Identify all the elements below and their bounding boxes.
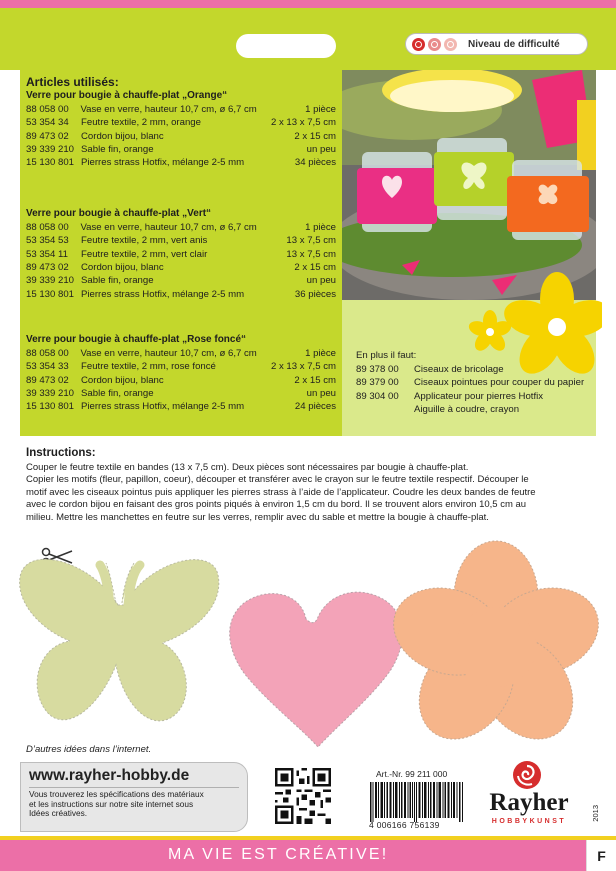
difficulty-label: Niveau de difficulté	[468, 38, 560, 50]
rose-logo-icon	[512, 760, 542, 790]
website-text-line: et les instructions sur notre site internet sous	[29, 798, 194, 809]
list-item: 89 304 00 Applicateur pour pierres Hotfix	[356, 390, 544, 402]
blank-label-box	[236, 34, 336, 58]
list-item: 88 058 00 Vase en verre, hauteur 10,7 cm, ø 6,7 cm 1 pièce	[26, 104, 336, 116]
cutout-templates	[0, 535, 616, 765]
rayher-logo	[474, 760, 584, 836]
list-item: 88 058 00 Vase en verre, hauteur 10,7 cm, ø 6,7 cm 1 pièce	[26, 348, 336, 360]
difficulty-badge	[405, 33, 588, 55]
website-text-line: Idées créatives.	[29, 808, 88, 819]
list-item: 39 339 210 Sable fin, orange un peu	[26, 144, 336, 156]
instructions-section	[26, 447, 596, 524]
product-photo	[342, 70, 596, 300]
website-link[interactable]: www.rayher-hobby.de	[29, 767, 239, 788]
brand-name: Rayher	[489, 789, 569, 816]
list-item: 15 130 801 Pierres strass Hotfix, mélange 2-5 mm 36 pièces	[26, 288, 336, 300]
instructions-line: milieu. Mettre les manchettes en feutre sur les verres, remplir avec du sable et mettre la bougie à chauffe-plat.	[26, 511, 489, 523]
instructions-line: motif avec les ciseaux pointus puis appliquer les pierres strass à l’aide de l’applicateur. Coudre les deux bandes de feutre	[26, 486, 536, 498]
barcode-number: 4 006166 756139	[369, 820, 440, 830]
list-item: Aiguille à coudre, crayon	[414, 404, 520, 416]
butterfly-template	[20, 559, 219, 721]
qr-code-icon	[275, 768, 331, 824]
list-item: 89 473 02 Cordon bijou, blanc 2 x 15 cm	[26, 262, 336, 274]
list-item: 53 354 34 Feutre textile, 2 mm, orange 2 x 13 x 7,5 cm	[26, 117, 336, 129]
extra-title: En plus il faut:	[356, 350, 417, 361]
language-code: F	[586, 840, 616, 871]
list-item: 89 473 02 Cordon bijou, blanc 2 x 15 cm	[26, 374, 336, 386]
list-item: 39 339 210 Sable fin, orange un peu	[26, 275, 336, 287]
articles-section	[26, 75, 336, 169]
motto-text: MA VIE EST CRÉATIVE!	[168, 846, 389, 863]
list-item: 89 378 00 Ciseaux de bricolage	[356, 364, 504, 376]
list-item: 53 354 11 Feutre textile, 2 mm, vert clair 13 x 7,5 cm	[26, 248, 336, 260]
list-item: 53 354 53 Feutre textile, 2 mm, vert anis 13 x 7,5 cm	[26, 235, 336, 247]
instructions-line: Couper le feutre textile en bandes (13 x 7,5 cm). Deux pièces sont nécessaires par bougie à chauffe-plat.	[26, 462, 469, 473]
list-item: 15 130 801 Pierres strass Hotfix, mélange 2-5 mm 24 pièces	[26, 401, 336, 413]
group-rose-section	[26, 334, 336, 413]
group-title-rose: Verre pour bougie à chauffe-plat „Rose foncé“	[26, 334, 247, 345]
group-title-orange: Verre pour bougie à chauffe-plat „Orange“	[26, 90, 228, 101]
website-text-line: Vous trouverez les spécifications des matériaux	[29, 789, 204, 799]
instructions-line: avec le cordon bijou en faisant des gros points piqués à environ 1,5 cm du bord. Il se trouvent alors environ 10,5 cm au	[26, 499, 527, 511]
difficulty-rose-icon	[412, 38, 425, 51]
list-item: 89 473 02 Cordon bijou, blanc 2 x 15 cm	[26, 130, 336, 142]
list-item: 15 130 801 Pierres strass Hotfix, mélange 2-5 mm 34 pièces	[26, 157, 336, 169]
instructions-line: Copier les motifs (fleur, papillon, coeur), découper et transférer avec le crayon sur le feutre textile respectif. Découper le	[26, 474, 529, 486]
instructions-title: Instructions:	[26, 447, 96, 459]
list-item: 89 379 00 Ciseaux pointues pour couper du papier	[356, 377, 585, 389]
difficulty-rose-icon	[444, 38, 457, 51]
ideas-note: D’autres idées dans l’internet.	[26, 744, 152, 755]
flower-template	[382, 541, 610, 757]
top-pink-bar	[0, 0, 616, 8]
heart-template	[230, 592, 403, 747]
group-vert-section	[26, 208, 336, 301]
list-item: 88 058 00 Vase en verre, hauteur 10,7 cm, ø 6,7 cm 1 pièce	[26, 222, 336, 234]
list-item: 53 354 33 Feutre textile, 2 mm, rose foncé 2 x 13 x 7,5 cm	[26, 361, 336, 373]
website-box	[20, 762, 248, 832]
group-title-vert: Verre pour bougie à chauffe-plat „Vert“	[26, 208, 212, 219]
article-number: Art.-Nr. 99 211 000	[376, 769, 448, 779]
articles-title: Articles utilisés:	[26, 75, 119, 89]
brand-subtitle: HOBBYKUNST	[491, 818, 567, 825]
list-item: 39 339 210 Sable fin, orange un peu	[26, 388, 336, 400]
difficulty-rose-icon	[428, 38, 441, 51]
year-label: 2013	[591, 805, 600, 822]
extra-tools-section	[356, 350, 596, 416]
